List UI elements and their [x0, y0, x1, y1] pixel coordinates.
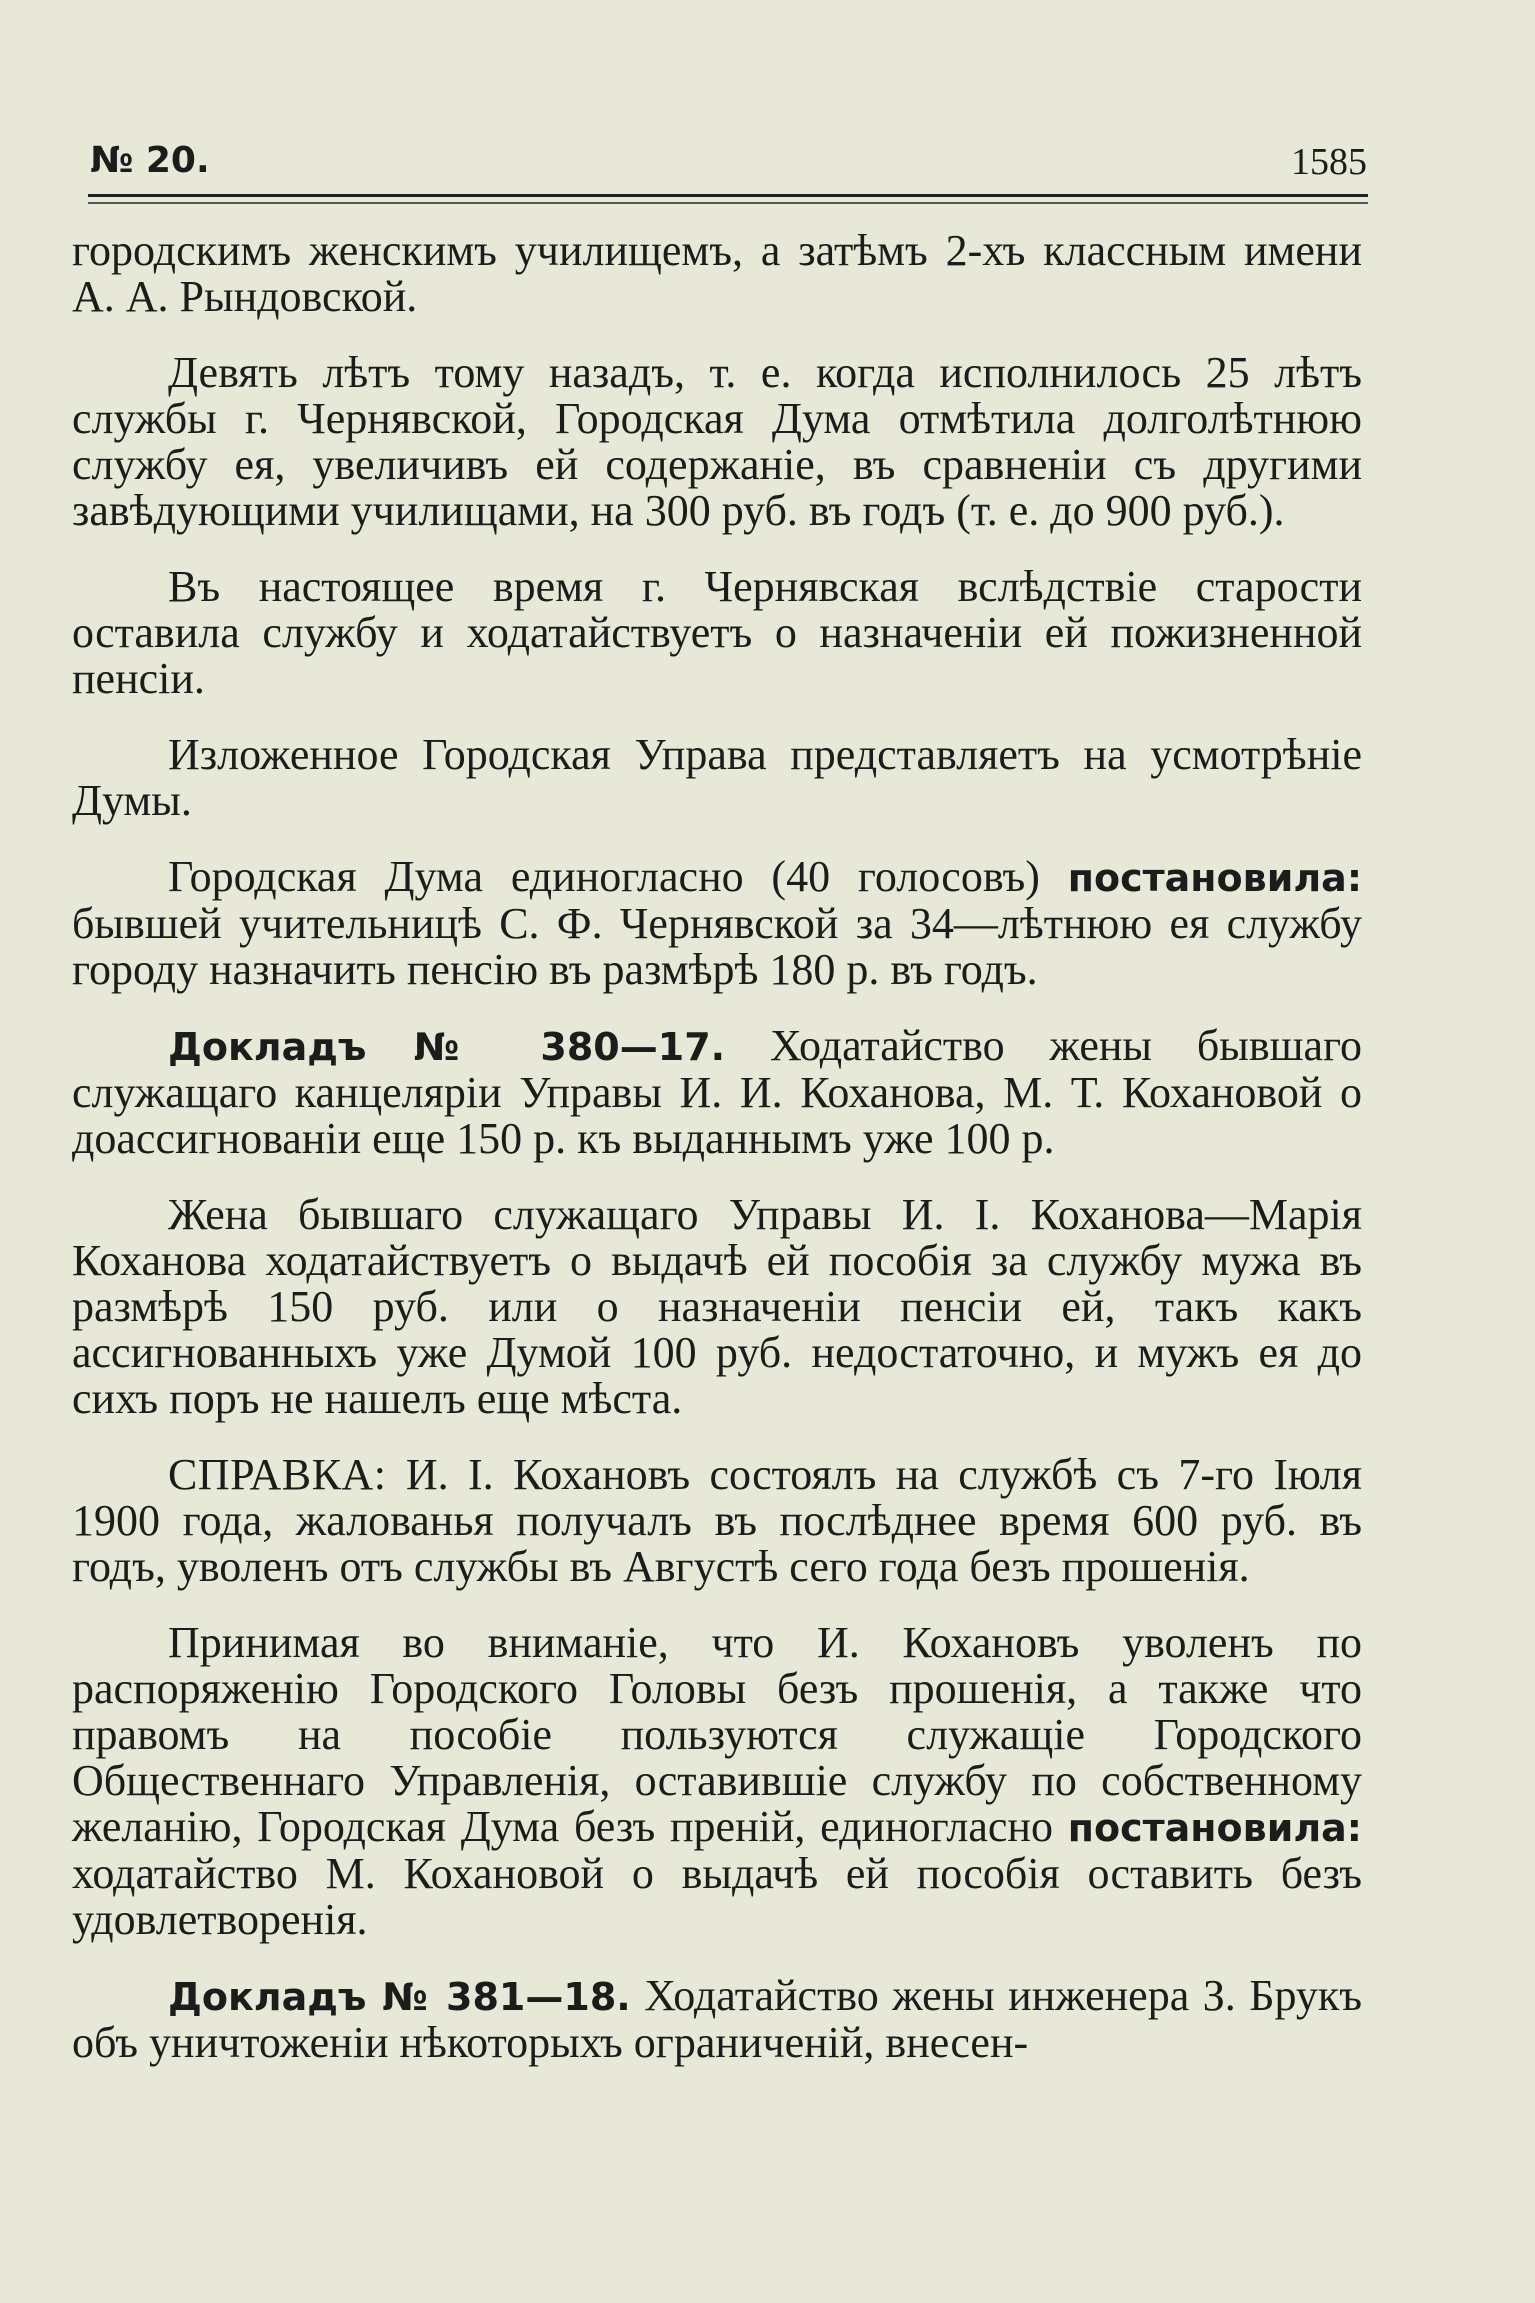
- resolution-text-start: Принимая во вниманіе, что И. Кохановъ уволенъ по распоряженію Городского Головы безъ прошенія, а также что правомъ на пособіе пользуются служащіе Городского Общественнаго Управленія, оставившіе службу по собственному желанію, Городская Дума безъ преній, единогласно: [72, 1618, 1362, 1851]
- report-381-heading: [72, 1973, 1362, 2066]
- resolution-keyword: постановила:: [1067, 1806, 1362, 1850]
- report-title: Ходатайство жены инженера З. Брукъ объ уничтоженіи нѣкоторыхъ ограниченій, внесен-: [72, 1971, 1363, 2067]
- resolution-text-end: бывшей учительницѣ С. Ф. Чернявской за 34—лѣтнюю ея службу городу назначить пенсію въ размѣрѣ 180 р. въ годъ.: [72, 899, 1362, 994]
- header-rule-secondary: [88, 202, 1368, 204]
- resolution-keyword: постановила:: [1067, 856, 1363, 900]
- paragraph-reference: [72, 1452, 1362, 1590]
- paragraph-kohanova-petition: Жена бывшаго служащаго Управы И. І. Коханова—Марія Коханова ходатайствуетъ о выдачѣ ей пособія за службу мужа въ размѣрѣ 150 руб. или о назначеніи пенсіи ей, такъ какъ ассигнованныхъ уже Думой 100 руб. недостаточно, и мужъ ея до сихъ поръ не нашелъ еще мѣста.: [72, 1190, 1362, 1423]
- report-380-heading: [72, 1023, 1362, 1162]
- reference-label: СПРАВКА:: [168, 1450, 387, 1499]
- report-title: Ходатайство жены бывшаго служащаго канцеляріи Управы И. И. Коханова, М. Т. Кохановой о доассигнованіи еще 150 р. къ выданнымъ уже 100 р.: [72, 1021, 1363, 1163]
- reference-text: И. І. Кохановъ состоялъ на службѣ съ 7-го Іюля 1900 года, жалованья получалъ въ послѣднее время 600 руб. въ годъ, уволенъ отъ службы въ Августѣ сего года безъ прошенія.: [72, 1450, 1362, 1591]
- resolution-text-end: ходатайство М. Кохановой о выдачѣ ей пособія оставить безъ удовлетворенія.: [72, 1849, 1362, 1944]
- paragraph-duma-resolution-1: [72, 854, 1362, 993]
- paragraph-continuation: городскимъ женскимъ училищемъ, а затѣмъ 2-хъ классным имени А. А. Рындовской.: [72, 226, 1362, 321]
- resolution-text-start: Городская Дума единогласно (40 голосовъ): [168, 852, 1040, 901]
- issue-number: № 20.: [90, 140, 210, 181]
- report-number: Докладъ № 381—18.: [168, 1975, 631, 2019]
- paragraph-nine-years: Девять лѣтъ тому назадъ, т. е. когда исполнилось 25 лѣтъ службы г. Чернявской, Городская Дума отмѣтила долголѣтнюю службу ея, увеличивъ ей содержаніе, въ сравненіи съ другими завѣдующими училищами, на 300 руб. въ годъ (т. е. до 900 руб.).: [72, 348, 1362, 535]
- report-number: Докладъ № 380—17.: [168, 1025, 726, 1069]
- page-number: 1585: [1291, 141, 1367, 183]
- paragraph-duma-resolution-2: [72, 1620, 1362, 1943]
- header-rule: [88, 194, 1368, 197]
- paragraph-uprava: Изложенное Городская Управа представляетъ на усмотрѣніе Думы.: [72, 730, 1362, 825]
- paragraph-current-time: Въ настоящее время г. Чернявская вслѣдствіе старости оставила службу и ходатайствуетъ о назначеніи ей пожизненной пенсіи.: [72, 562, 1362, 703]
- document-body: [72, 228, 1362, 2066]
